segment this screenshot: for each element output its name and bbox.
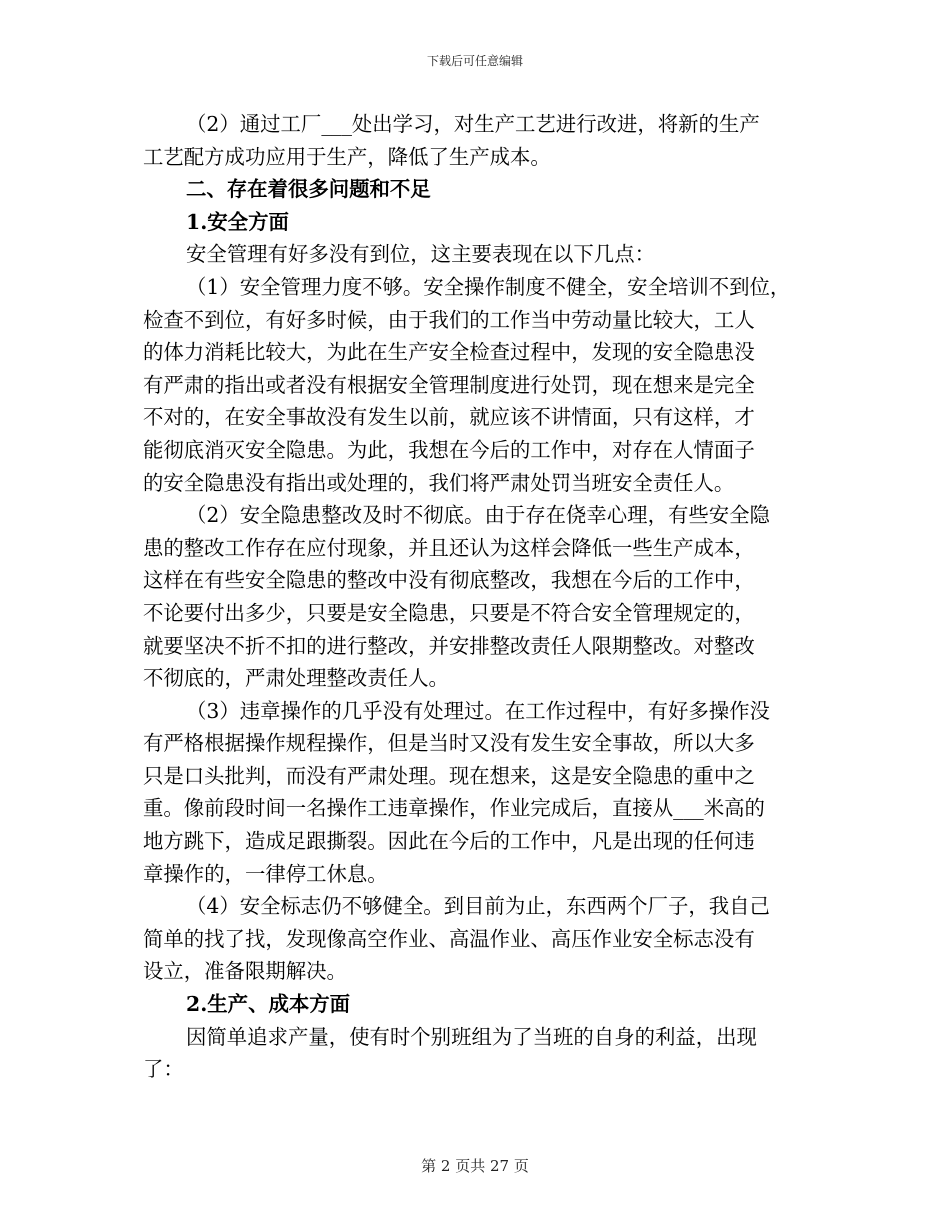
paragraph-line: 了： <box>143 1057 184 1082</box>
paragraph-line: 只是口头批判，而没有严肃处理。现在想来，这是安全隐患的重中之 <box>143 763 755 788</box>
page-number-footer: 第 2 页共 27 页 <box>421 1157 529 1175</box>
paragraph-line: 因简单追求产量，使有时个别班组为了当班的自身的利益，出现 <box>186 1024 757 1049</box>
paragraph-line: 设立，准备限期解决。 <box>143 959 347 984</box>
paragraph-line: 的体力消耗比较大，为此在生产安全检查过程中，发现的安全隐患没 <box>143 340 755 365</box>
paragraph-line: 这样在有些安全隐患的整改中没有彻底整改，我想在今后的工作中， <box>143 568 755 593</box>
paragraph-line: 能彻底消灭安全隐患。为此，我想在今后的工作中，对存在人情面子 <box>143 437 755 462</box>
paragraph-line: 有严肃的指出或者没有根据安全管理制度进行处罚，现在想来是完全 <box>143 372 755 397</box>
paragraph-line: 安全管理有好多没有到位，这主要表现在以下几点： <box>186 242 655 267</box>
paragraph-line: 不论要付出多少，只要是安全隐患，只要是不符合安全管理规定的， <box>143 600 755 625</box>
subsection-heading: 2.生产、成本方面 <box>186 992 351 1017</box>
paragraph-line: 的安全隐患没有指出或处理的，我们将严肃处罚当班安全责任人。 <box>143 470 735 495</box>
paragraph-line: 检查不到位，有好多时候，由于我们的工作当中劳动量比较大，工人 <box>143 307 755 332</box>
paragraph-line: （1）安全管理力度不够。安全操作制度不健全，安全培训不到位， <box>186 274 791 299</box>
paragraph-line: 有严格根据操作规程操作，但是当时又没有发生安全事故，所以大多 <box>143 731 755 756</box>
paragraph-line: （4）安全标志仍不够健全。到目前为止，东西两个厂子，我自己 <box>186 894 770 919</box>
paragraph-line: 地方跳下，造成足跟撕裂。因此在今后的工作中，凡是出现的任何违 <box>143 829 755 854</box>
subsection-heading: 1.安全方面 <box>186 209 289 234</box>
paragraph-line: （2）通过工厂___处出学习，对生产工艺进行改进，将新的生产 <box>186 112 760 136</box>
paragraph-line: 不对的，在安全事故没有发生以前，就应该不讲情面，只有这样，才 <box>143 405 755 430</box>
paragraph-line: 工艺配方成功应用于生产，降低了生产成本。 <box>143 144 551 169</box>
paragraph-line: 患的整改工作存在应付现象，并且还认为这样会降低一些生产成本， <box>143 535 755 560</box>
paragraph-line: 重。像前段时间一名操作工违章操作，作业完成后，直接从___米高的 <box>143 796 765 821</box>
paragraph-line: 不彻底的，严肃处理整改责任人。 <box>143 666 449 691</box>
paragraph-line: 简单的找了找，发现像高空作业、高温作业、高压作业安全标志没有 <box>143 926 755 951</box>
paragraph-line: 章操作的，一律停工休息。 <box>143 861 388 886</box>
paragraph-line: 就要坚决不折不扣的进行整改，并安排整改责任人限期整改。对整改 <box>143 633 755 658</box>
page-header: 下载后可任意编辑 <box>426 54 523 68</box>
paragraph-line: （3）违章操作的几乎没有处理过。在工作过程中，有好多操作没 <box>186 698 770 723</box>
section-heading: 二、存在着很多问题和不足 <box>186 177 431 202</box>
paragraph-line: （2）安全隐患整改及时不彻底。由于存在侥幸心理，有些安全隐 <box>186 503 770 528</box>
document-body <box>143 108 818 1086</box>
